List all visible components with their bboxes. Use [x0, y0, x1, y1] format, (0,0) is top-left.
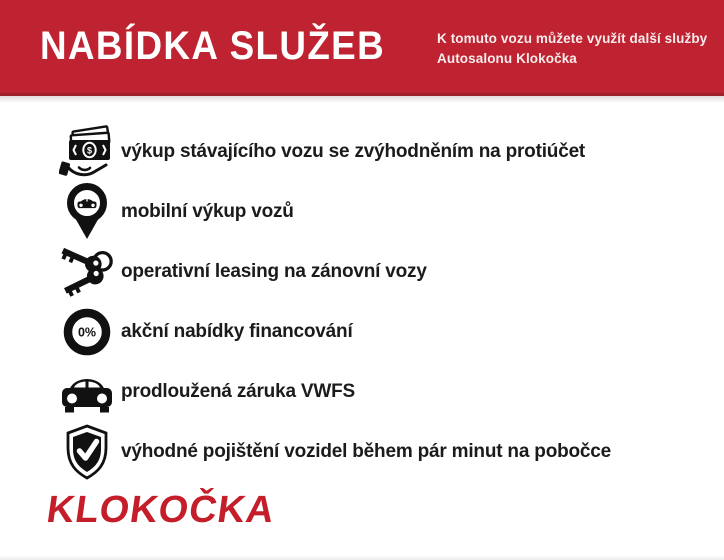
service-item-financing — [0, 302, 724, 362]
service-label: výkup stávajícího vozu se zvýhodněním na protiúčet — [121, 141, 586, 162]
car-location-pin-icon — [58, 183, 116, 241]
service-label: mobilní výkup vozů — [121, 201, 294, 222]
service-item-mobile-buyout — [0, 182, 724, 242]
page-title: NABÍDKA SLUŽEB — [40, 24, 386, 68]
service-item-buyout — [0, 122, 724, 182]
banner-shadow — [0, 96, 724, 103]
svg-text:$: $ — [86, 145, 93, 156]
shield-check-icon — [58, 423, 116, 481]
car-icon — [58, 363, 116, 421]
klokocka-logo: KLOKOČKA — [44, 489, 278, 531]
header-note — [437, 29, 707, 69]
service-item-insurance — [0, 422, 724, 482]
service-label: prodloužená záruka VWFS — [121, 381, 355, 402]
service-label: akční nabídky financování — [121, 321, 353, 342]
service-item-warranty — [0, 362, 724, 422]
service-item-leasing — [0, 242, 724, 302]
header-banner — [0, 0, 724, 96]
service-label: operativní leasing na zánovní vozy — [121, 261, 427, 282]
services-list — [0, 122, 724, 482]
keys-icon — [58, 243, 116, 301]
zero-percent-icon — [58, 303, 116, 361]
service-label: výhodné pojištění vozidel během pár minut na pobočce — [121, 441, 612, 462]
bottom-edge-fade — [0, 555, 724, 560]
header-note-line1: K tomuto vozu můžete využít další služby — [437, 31, 708, 46]
zero-percent-label: 0% — [77, 325, 97, 340]
money-hand-icon — [58, 123, 116, 181]
header-note-line2: Autosalonu Klokočka — [437, 51, 577, 66]
